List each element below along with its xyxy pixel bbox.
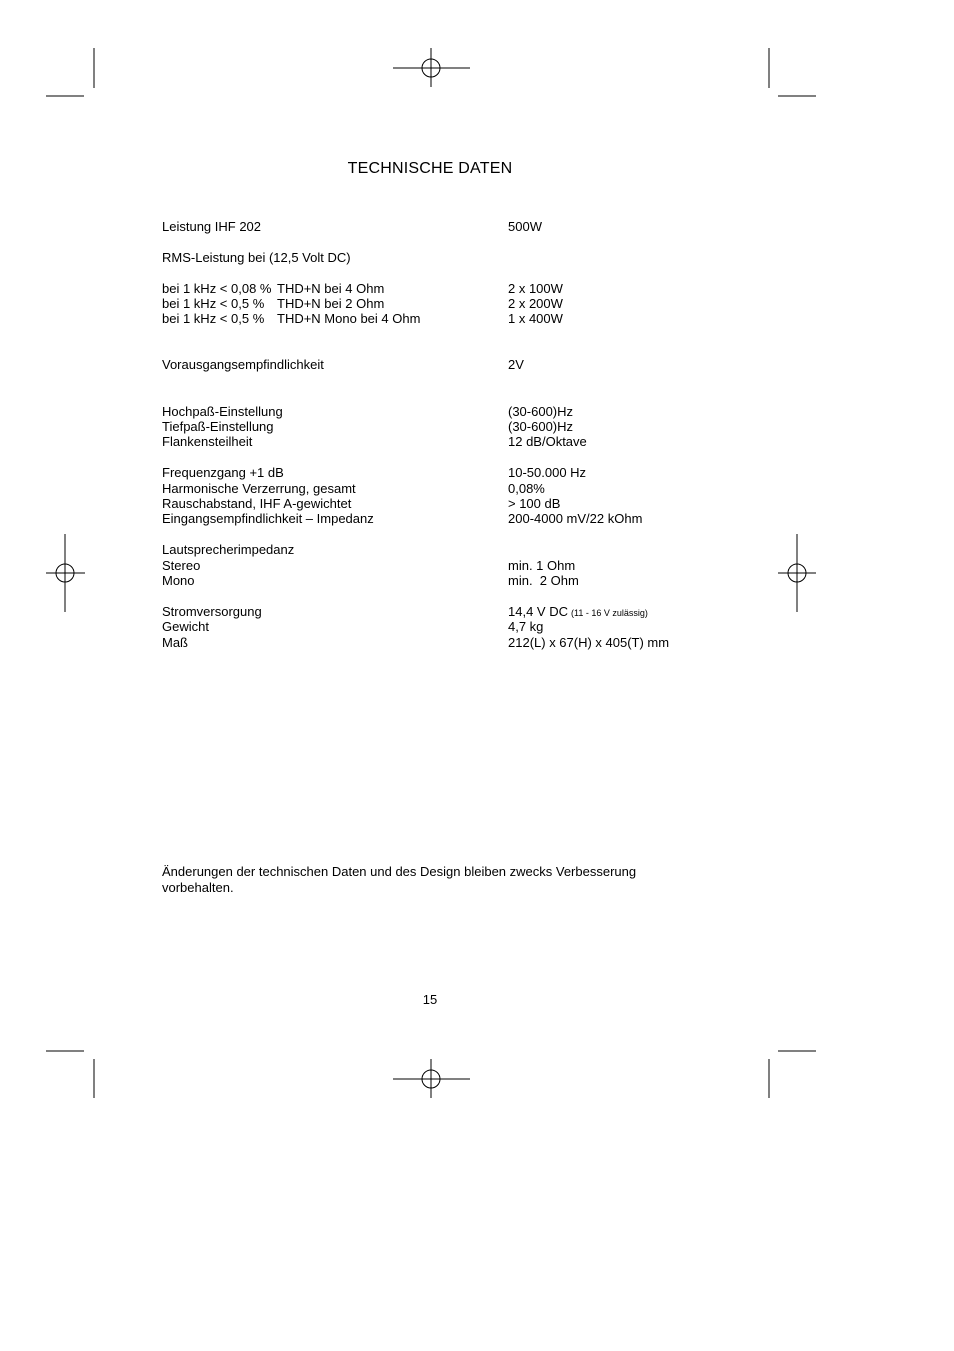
spec-value: min. 1 Ohm bbox=[508, 558, 576, 573]
page-number: 15 bbox=[422, 992, 438, 1007]
spec-value: 212(L) x 67(H) x 405(T) mm bbox=[508, 635, 670, 650]
spec-value: > 100 dB bbox=[508, 496, 561, 511]
spec-row bbox=[162, 496, 722, 512]
spec-condition: THD+N bei 2 Ohm bbox=[277, 296, 385, 311]
spec-label: bei 1 kHz < 0,08 % THD+N bei 4 Ohm bbox=[162, 281, 385, 296]
spec-label: Frequenzgang +1 dB bbox=[162, 465, 284, 480]
spec-value: 200-4000 mV/22 kOhm bbox=[508, 511, 643, 526]
spec-label: Hochpaß-Einstellung bbox=[162, 404, 283, 419]
spec-value: 2 x 200W bbox=[508, 296, 563, 311]
spec-label: Harmonische Verzerrung, gesamt bbox=[162, 481, 356, 496]
spec-row bbox=[162, 419, 722, 435]
spec-row bbox=[162, 481, 722, 497]
spec-label: Stromversorgung bbox=[162, 604, 262, 619]
spec-label: Gewicht bbox=[162, 619, 209, 634]
spec-row bbox=[162, 542, 722, 558]
spec-value: (30-600)Hz bbox=[508, 419, 574, 434]
spec-value: 10-50.000 Hz bbox=[508, 465, 587, 480]
footnote: Änderungen der technischen Daten und des Design bleiben zwecks Verbesserung vorbehalten. bbox=[162, 864, 637, 895]
spec-row bbox=[162, 619, 722, 635]
spec-value: (30-600)Hz bbox=[508, 404, 574, 419]
spec-row bbox=[162, 558, 722, 574]
spec-condition: THD+N bei 4 Ohm bbox=[277, 281, 385, 296]
spec-row bbox=[162, 434, 722, 450]
spec-label: Tiefpaß-Einstellung bbox=[162, 419, 274, 434]
page-title: TECHNISCHE DATEN bbox=[347, 160, 513, 177]
spec-note: (11 - 16 V zulässig) bbox=[570, 608, 648, 618]
spec-row bbox=[162, 635, 722, 651]
spec-value: 14,4 V DC (11 - 16 V zulässig) bbox=[508, 604, 648, 619]
spec-label: Leistung IHF 202 bbox=[162, 219, 262, 234]
spec-value: 2 x 100W bbox=[508, 281, 563, 296]
spec-row bbox=[162, 296, 722, 312]
spec-row bbox=[162, 357, 722, 373]
spec-condition: THD+N Mono bei 4 Ohm bbox=[277, 311, 421, 326]
spec-value: 0,08% bbox=[508, 481, 545, 496]
spec-label: Vorausgangsempfindlichkeit bbox=[162, 357, 324, 372]
spec-label: Maß bbox=[162, 635, 188, 650]
spec-label: Rauschabstand, IHF A-gewichtet bbox=[162, 496, 352, 511]
spec-row bbox=[162, 604, 722, 620]
spec-label: Lautsprecherimpedanz bbox=[162, 542, 295, 557]
spec-label: Eingangsempfindlichkeit – Impedanz bbox=[162, 511, 374, 526]
spec-row bbox=[162, 281, 722, 297]
spec-value: 1 x 400W bbox=[508, 311, 563, 326]
spec-label: Flankensteilheit bbox=[162, 434, 253, 449]
spec-row bbox=[162, 404, 722, 420]
spec-value: 500W bbox=[508, 219, 542, 234]
spec-row bbox=[162, 573, 722, 589]
spec-label: RMS-Leistung bei (12,5 Volt DC) bbox=[162, 250, 351, 265]
spec-row bbox=[162, 250, 722, 266]
spec-label: Mono bbox=[162, 573, 195, 588]
spec-row bbox=[162, 219, 722, 235]
spec-label: bei 1 kHz < 0,5 % THD+N bei 2 Ohm bbox=[162, 296, 385, 311]
spec-label: Stereo bbox=[162, 558, 201, 573]
spec-value: 4,7 kg bbox=[508, 619, 544, 634]
spec-row bbox=[162, 465, 722, 481]
spec-value: 12 dB/Oktave bbox=[508, 434, 587, 449]
spec-value: min. 2 Ohm bbox=[508, 573, 579, 588]
spec-row bbox=[162, 511, 722, 527]
spec-value: 2V bbox=[508, 357, 524, 372]
spec-row bbox=[162, 311, 722, 327]
spec-label: bei 1 kHz < 0,5 % THD+N Mono bei 4 Ohm bbox=[162, 311, 421, 326]
